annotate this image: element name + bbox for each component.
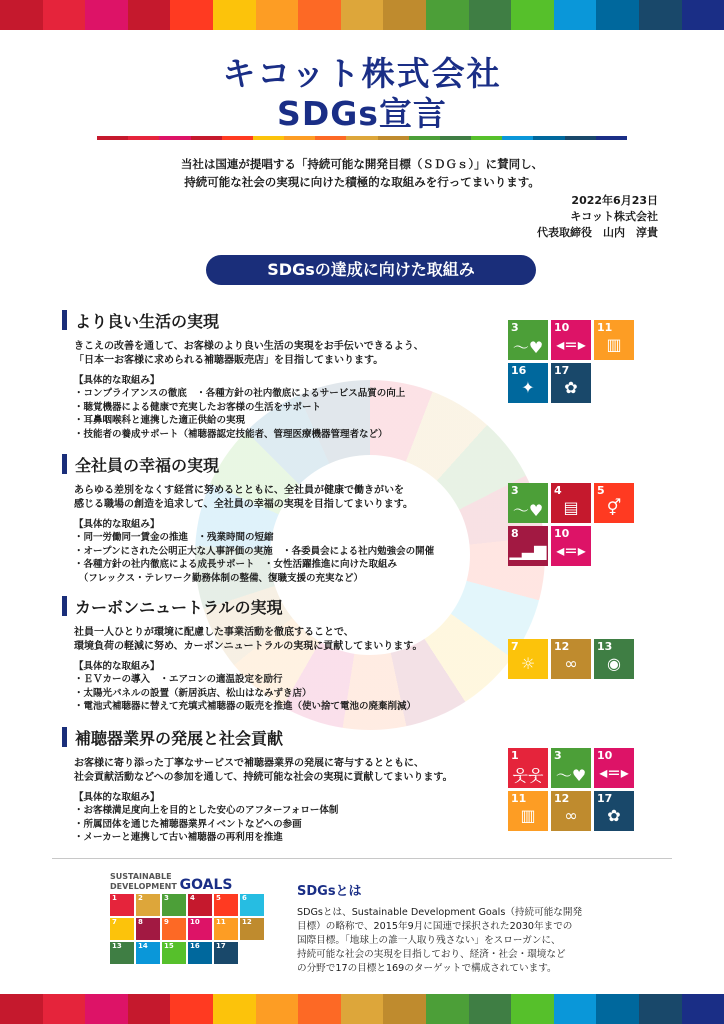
goal-number: 3 <box>511 321 519 334</box>
mini-goal-tile: 1 <box>110 894 134 916</box>
stripe-segment <box>596 994 639 1024</box>
stripe-segment <box>426 994 469 1024</box>
stripe-segment <box>341 994 384 1024</box>
declaration-title: SDGs宣言 <box>277 94 447 133</box>
action-item: ・コンプライアンスの徹底 ・各種方針の社内徹底によるサービス品質の向上 <box>74 388 406 400</box>
stripe-segment <box>533 136 564 140</box>
action-item: ・耳鼻咽喉科と連携した適正供給の実現 <box>74 415 246 427</box>
stripe-segment <box>43 0 86 30</box>
action-item: ・メーカーと連携して古い補聴器の再利用を推進 <box>74 832 283 844</box>
goal-number: 3 <box>511 484 519 497</box>
stripe-segment <box>346 136 377 140</box>
stripe-segment <box>469 994 512 1024</box>
mini-goal-tile: 16 <box>188 942 212 964</box>
logo-line-sustainable: SUSTAINABLE <box>110 872 172 881</box>
sdg-goal-tile <box>551 748 591 788</box>
intro-text <box>0 155 724 191</box>
eye-icon: ◉ <box>607 654 621 673</box>
stripe-segment <box>170 0 213 30</box>
goals-icon-grid <box>110 894 270 964</box>
action-item: 【具体的な取組み】 <box>74 519 160 530</box>
stripe-segment <box>128 994 171 1024</box>
about-line: 国際目標。「地球上の誰一人取り残さない」をスローガンに、 <box>297 935 561 946</box>
sdg-goal-icons <box>508 748 634 831</box>
goal-number: 12 <box>554 640 570 653</box>
signature-company: キコット株式会社 <box>570 210 658 223</box>
heart-pulse-icon: 〜♥ <box>512 338 544 357</box>
section-title: 全社員の幸福の実現 <box>75 455 220 475</box>
sdg-goal-tile <box>551 791 591 831</box>
action-item: ・太陽光パネルの設置（新居浜店、松山はなみずき店） <box>74 687 312 699</box>
action-item: （フレックス・テレワーク勤務体制の整備、復職支援の充実など） <box>74 572 363 584</box>
action-item: ・聴覚機器による健康で充実したお客様の生活をサポート <box>74 401 322 413</box>
section-header <box>62 452 542 476</box>
section-header <box>62 308 542 332</box>
city-icon: ▥ <box>520 806 536 825</box>
top-color-stripe <box>0 0 724 30</box>
growth-chart-icon: ▁▃▆ <box>509 541 547 560</box>
mini-goal-tile: 4 <box>188 894 212 916</box>
action-item: ・オープンにされた公明正大な人事評価の実施 ・各委員会による社内勉強会の開催 <box>74 545 435 557</box>
section-title: カーボンニュートラルの実現 <box>75 597 283 617</box>
about-line: の分野で17の目標と169のターゲットで構成されています。 <box>297 963 557 974</box>
flower-icon: ✿ <box>564 378 578 397</box>
sdg-goal-tile <box>508 483 548 523</box>
gender-icon: ⚥ <box>606 498 622 517</box>
goal-number: 12 <box>554 792 570 805</box>
section-marker <box>62 310 67 330</box>
section-title: より良い生活の実現 <box>75 311 220 331</box>
stripe-segment <box>565 136 596 140</box>
mini-goal-tile: 13 <box>110 942 134 964</box>
mini-goal-tile: 12 <box>240 918 264 940</box>
dove-icon: ✦ <box>521 378 535 397</box>
signature-block <box>537 193 658 241</box>
city-icon: ▥ <box>606 335 622 354</box>
section-actions <box>74 791 542 845</box>
mini-goal-tile: 15 <box>162 942 186 964</box>
declaration-date: 2022年6月23日 <box>571 194 658 207</box>
mini-goal-tile: 5 <box>214 894 238 916</box>
sdg-goal-tile <box>508 320 548 360</box>
sdg-goal-tile <box>508 791 548 831</box>
stripe-segment <box>256 994 299 1024</box>
stripe-segment <box>222 136 253 140</box>
section-description <box>74 484 542 512</box>
equality-icon: ◂=▸ <box>556 541 586 560</box>
stripe-segment <box>315 136 346 140</box>
description-line: あらゆる差別をなくす経営に努めるとともに、全社員が健康で働きがいを <box>74 485 404 496</box>
about-sdgs-text <box>297 906 627 976</box>
intro-line: 持続可能な社会の実現に向けた積極的な取組みを行ってまいります。 <box>184 175 540 189</box>
goal-number: 10 <box>554 527 570 540</box>
heart-pulse-icon: 〜♥ <box>555 766 587 785</box>
section-actions <box>74 374 542 441</box>
description-line: 「日本一お客様に求められる補聴器販売店」を目指してまいります。 <box>74 355 384 366</box>
sdg-goal-icons <box>508 639 634 679</box>
stripe-segment <box>554 0 597 30</box>
section-header <box>62 725 542 749</box>
title-underline <box>97 136 627 140</box>
bottom-color-stripe <box>0 994 724 1024</box>
goal-number: 7 <box>511 640 519 653</box>
stripe-segment <box>43 994 86 1024</box>
about-line: 持続可能な社会の実現を目指しており、経済・社会・環境など <box>297 949 566 960</box>
section-marker <box>62 454 67 474</box>
action-item: ・電池式補聴器に替えて充填式補聴器の販売を推進（使い捨て電池の廃棄削減） <box>74 701 417 713</box>
stripe-segment <box>409 136 440 140</box>
goal-number: 3 <box>554 749 562 762</box>
goal-number: 8 <box>511 527 519 540</box>
description-line: きこえの改善を通して、お客様のより良い生活の実現をお手伝いできるよう、 <box>74 341 424 352</box>
mini-goal-tile: 6 <box>240 894 264 916</box>
stripe-segment <box>0 994 43 1024</box>
stripe-segment <box>471 136 502 140</box>
section-description <box>74 757 542 785</box>
action-item: ・技能者の養成サポート（補聴器認定技能者、管理医療機器管理者など） <box>74 428 388 440</box>
initiative-section <box>62 452 542 585</box>
infinity-icon: ∞ <box>564 654 578 673</box>
stripe-segment <box>383 994 426 1024</box>
footer-divider <box>52 858 672 859</box>
initiative-section <box>62 725 542 845</box>
description-line: 社員一人ひとりが環境に配慮した事業活動を徹底することで、 <box>74 627 354 638</box>
sdg-goal-tile <box>508 748 548 788</box>
stripe-segment <box>256 0 299 30</box>
sdg-goal-tile <box>551 483 591 523</box>
goals-logo-text <box>110 872 270 891</box>
goal-number: 13 <box>597 640 613 653</box>
stripe-segment <box>511 994 554 1024</box>
stripe-segment <box>596 136 627 140</box>
description-line: 社会貢献活動などへの参加を通して、持続可能な社会の実現に貢献してまいります。 <box>74 772 453 783</box>
action-item: ・各種方針の社内徹底による成長サポート ・女性活躍推進に向けた取組み <box>74 559 398 571</box>
action-item: ・ＥＶカーの導入 ・エアコンの適温設定を励行 <box>74 674 283 686</box>
sdg-goal-icons <box>508 483 634 566</box>
stripe-segment <box>253 136 284 140</box>
goal-number: 17 <box>554 364 570 377</box>
stripe-segment <box>639 994 682 1024</box>
about-line: 目標）の略称で、2015年9月に国連で採択された2030年までの <box>297 921 573 932</box>
intro-line: 当社は国連が提唱する「持続可能な開発目標（ＳＤＧｓ）」に賛同し、 <box>180 157 544 171</box>
sdg-goal-tile <box>508 526 548 566</box>
equality-icon: ◂=▸ <box>556 335 586 354</box>
goal-number: 1 <box>511 749 519 762</box>
goal-number: 4 <box>554 484 562 497</box>
section-marker <box>62 596 67 616</box>
mini-goal-tile: 8 <box>136 918 160 940</box>
stripe-segment <box>554 994 597 1024</box>
sdg-goal-tile <box>508 363 548 403</box>
stripe-segment <box>213 0 256 30</box>
sdg-goal-tile <box>594 639 634 679</box>
goal-number: 5 <box>597 484 605 497</box>
stripe-segment <box>298 994 341 1024</box>
mini-goal-tile: 9 <box>162 918 186 940</box>
mini-goal-tile: 7 <box>110 918 134 940</box>
stripe-segment <box>378 136 409 140</box>
description-line: 環境負荷の軽減に努め、カーボンニュートラルの実現に貢献してまいります。 <box>74 641 423 652</box>
company-title: キコット株式会社 <box>222 54 502 93</box>
infinity-icon: ∞ <box>564 806 578 825</box>
sdg-goal-tile <box>594 320 634 360</box>
sdg-goal-tile <box>551 639 591 679</box>
mini-goal-tile <box>240 942 264 964</box>
stripe-segment <box>284 136 315 140</box>
about-sdgs-title: SDGsとは <box>297 884 362 899</box>
stripe-segment <box>426 0 469 30</box>
stripe-segment <box>341 0 384 30</box>
stripe-segment <box>639 0 682 30</box>
section-header <box>62 594 542 618</box>
equality-icon: ◂=▸ <box>599 763 629 782</box>
stripe-segment <box>170 994 213 1024</box>
stripe-segment <box>0 0 43 30</box>
stripe-segment <box>85 994 128 1024</box>
mini-goal-tile: 3 <box>162 894 186 916</box>
logo-line-development: DEVELOPMENT <box>110 882 177 891</box>
description-line: 感じる職場の創造を追求して、全社員の幸福の実現を目指してまいります。 <box>74 499 413 510</box>
section-description <box>74 340 542 368</box>
mini-goal-tile: 10 <box>188 918 212 940</box>
section-description <box>74 626 542 654</box>
sdg-goal-tile <box>551 320 591 360</box>
goal-number: 11 <box>511 792 527 805</box>
stripe-segment <box>128 136 159 140</box>
flower-icon: ✿ <box>607 806 621 825</box>
goal-number: 16 <box>511 364 527 377</box>
signature-representative: 代表取締役 山内 淳貴 <box>537 226 658 239</box>
stripe-segment <box>213 994 256 1024</box>
stripe-segment <box>596 0 639 30</box>
book-icon: ▤ <box>563 498 579 517</box>
goal-number: 10 <box>554 321 570 334</box>
goal-number: 11 <box>597 321 613 334</box>
stripe-segment <box>383 0 426 30</box>
sdg-goals-logo <box>110 872 270 972</box>
section-actions <box>74 518 542 585</box>
action-item: ・所属団体を通じた補聴器業界イベントなどへの参画 <box>74 818 302 830</box>
about-line: SDGsとは、Sustainable Development Goals（持続可能な開発 <box>297 907 583 918</box>
goal-number: 17 <box>597 792 613 805</box>
section-title: 補聴器業界の発展と社会貢献 <box>75 728 284 748</box>
stripe-segment <box>682 0 724 30</box>
sdg-goal-tile <box>551 526 591 566</box>
people-icon: 웃웃 <box>512 766 544 785</box>
goal-number: 10 <box>597 749 613 762</box>
initiatives-banner: SDGsの達成に向けた取組み <box>206 255 536 285</box>
sdg-goal-tile <box>594 748 634 788</box>
stripe-segment <box>191 136 222 140</box>
sdg-goal-tile <box>594 791 634 831</box>
sdg-goal-icons <box>508 320 634 403</box>
stripe-segment <box>502 136 533 140</box>
stripe-segment <box>469 0 512 30</box>
mini-goal-tile: 2 <box>136 894 160 916</box>
stripe-segment <box>97 136 128 140</box>
action-item: ・お客様満足度向上を目的とした安心のアフターフォロー体制 <box>74 805 339 817</box>
mini-goal-tile: 17 <box>214 942 238 964</box>
sun-icon: ☼ <box>520 654 536 673</box>
stripe-segment <box>440 136 471 140</box>
sdg-goal-tile <box>594 483 634 523</box>
sdg-goal-tile <box>508 639 548 679</box>
heart-pulse-icon: 〜♥ <box>512 501 544 520</box>
stripe-segment <box>159 136 190 140</box>
action-item: 【具体的な取組み】 <box>74 375 160 386</box>
stripe-segment <box>298 0 341 30</box>
sdg-goal-tile <box>551 363 591 403</box>
description-line: お客様に寄り添った丁寧なサービスで補聴器業界の発展に寄与するとともに、 <box>74 758 424 769</box>
initiative-section <box>62 594 542 714</box>
action-item: ・同一労働同一賃金の推進 ・残業時間の短縮 <box>74 532 274 544</box>
action-item: 【具体的な取組み】 <box>74 661 160 672</box>
stripe-segment <box>85 0 128 30</box>
section-actions <box>74 660 542 714</box>
action-item: 【具体的な取組み】 <box>74 792 160 803</box>
section-marker <box>62 727 67 747</box>
initiative-section <box>62 308 542 441</box>
mini-goal-tile: 11 <box>214 918 238 940</box>
stripe-segment <box>128 0 171 30</box>
logo-goals-word: GOALS <box>179 877 233 893</box>
mini-goal-tile: 14 <box>136 942 160 964</box>
stripe-segment <box>511 0 554 30</box>
stripe-segment <box>682 994 724 1024</box>
